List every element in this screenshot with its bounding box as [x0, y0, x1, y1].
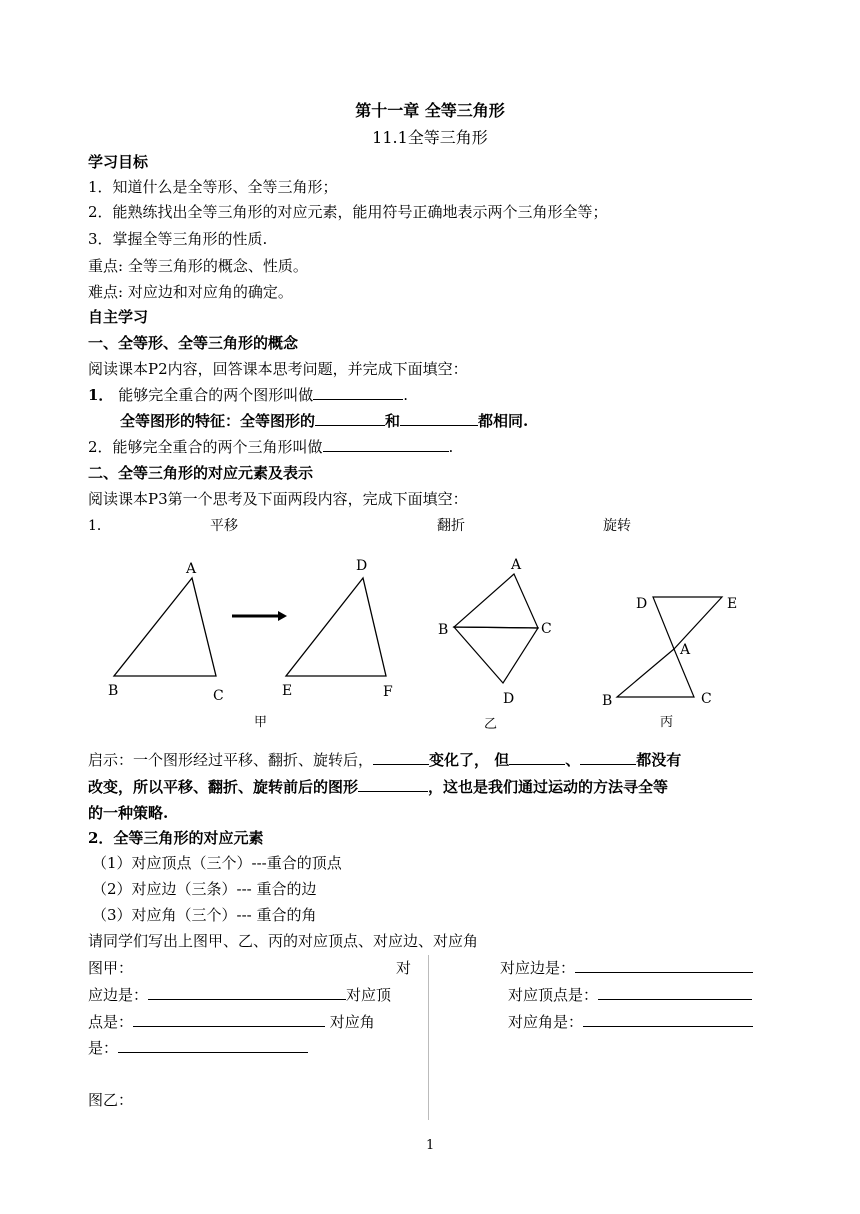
answer-blank-right-angles[interactable] [583, 1012, 753, 1027]
instruction: 请同学们写出上图甲、乙、丙的对应顶点、对应边、对应角 [88, 932, 479, 950]
vertex-label: D [503, 691, 515, 707]
answer-blank-jia-sides[interactable] [148, 985, 346, 1000]
vertex-label: A [511, 557, 522, 573]
chapter-title: 第十一章 全等三角形 [355, 101, 505, 120]
right-vertices [508, 985, 752, 1005]
hint-text-a: 启示：一个图形经过平移、翻折、旋转后， [88, 751, 374, 769]
question-2-end: . [448, 438, 454, 456]
answer-blank-feature-2[interactable] [400, 411, 478, 426]
answer-blank-right-sides[interactable] [575, 958, 753, 973]
question-1 [88, 385, 408, 405]
objective-item-1: 1．知道什么是全等形、全等三角形； [88, 178, 338, 196]
hint-line2-b: ，这也是我们通过运动的方法寻全等 [428, 778, 669, 796]
objective-item-3: 3．掌握全等三角形的性质. [88, 230, 268, 248]
part1-heading: 一、全等形、全等三角形的概念 [88, 334, 299, 352]
answer-blank-jia-angles[interactable] [118, 1038, 308, 1053]
label-translation: 平移 [210, 518, 238, 534]
hint-line-3: 的一种策略. [88, 804, 169, 822]
left-line-2 [88, 985, 391, 1005]
objective-item-2: 2．能熟练找出全等三角形的对应元素，能用符号正确地表示两个三角形全等； [88, 203, 608, 221]
left-line2-a: 应边是： [88, 986, 149, 1004]
answer-blank-jia-vertices[interactable] [133, 1012, 325, 1027]
vertex-label: B [438, 622, 449, 638]
column-divider [428, 955, 429, 1120]
answer-blank-feature-1[interactable] [315, 411, 385, 426]
vertex-label: A [186, 561, 197, 577]
triangle-def-jia [286, 578, 386, 676]
answer-blank-hint-3[interactable] [580, 750, 636, 765]
hint-line-2 [88, 777, 668, 797]
vertex-label: E [727, 596, 738, 612]
part2-heading: 二、全等三角形的对应元素及表示 [88, 464, 314, 482]
right-sides-label: 对应边是： [500, 959, 576, 977]
triangle-abc-jia [114, 578, 216, 676]
answer-blank-hint-1[interactable] [373, 750, 429, 765]
label-reflection: 翻折 [437, 518, 465, 534]
triangle-figures [0, 540, 860, 740]
question-2 [88, 437, 453, 457]
question-1-end: . [403, 386, 409, 404]
section-title: 11.1全等三角形 [372, 128, 488, 147]
hint-line2-a: 改变，所以平移、翻折、旋转前后的图形 [88, 778, 359, 796]
vertex-label: B [602, 693, 613, 709]
answer-blank-hint-4[interactable] [358, 777, 428, 792]
question-2-text: 2．能够完全重合的两个三角形叫做 [88, 438, 323, 456]
hint-text-d: 都没有 [636, 751, 682, 769]
vertex-label: C [701, 691, 712, 707]
triangle-dbc-yi [454, 627, 538, 683]
caption-bing: 丙 [660, 715, 674, 730]
left-line3-b: 对应角 [329, 1013, 375, 1031]
caption-jia: 甲 [254, 715, 268, 730]
right-angles-label: 对应角是： [508, 1013, 584, 1031]
triangle-abc-yi [454, 574, 538, 628]
answer-blank-1[interactable] [313, 385, 403, 400]
part2-intro: 阅读课本P3第一个思考及下面两段内容，完成下面填空： [88, 490, 468, 508]
left-line-3 [88, 1012, 375, 1032]
vertex-label: A [680, 642, 691, 658]
part3-heading: 2．全等三角形的对应元素 [88, 829, 264, 847]
feature-text-c: 都相同. [478, 412, 529, 430]
element-item-1: （1）对应顶点（三个）---重合的顶点 [92, 854, 342, 872]
difficult-point: 难点: 对应边和对应角的确定。 [88, 283, 293, 301]
vertex-label: D [636, 596, 648, 612]
vertex-label: C [541, 621, 552, 637]
fig-jia-label: 图甲： [88, 959, 134, 977]
left-line4-a: 是： [88, 1039, 119, 1057]
element-item-3: （3）对应角（三个）--- 重合的角 [92, 906, 317, 924]
question-1-text: 能够完全重合的两个图形叫做 [118, 386, 314, 404]
key-point: 重点: 全等三角形的概念、性质。 [88, 257, 308, 275]
label-rotation: 旋转 [603, 518, 631, 534]
self-study-heading: 自主学习 [88, 308, 149, 326]
hint-text-c: 、 [565, 751, 581, 769]
arrow-head-icon [278, 611, 287, 621]
vertex-label: C [213, 688, 224, 704]
part1-intro: 阅读课本P2内容，回答课本思考问题，并完成下面填空： [88, 360, 468, 378]
left-line2-b: 对应顶 [346, 986, 392, 1004]
page-number: 1 [426, 1138, 435, 1153]
answer-blank-right-vertices[interactable] [598, 985, 752, 1000]
answer-blank-hint-2[interactable] [509, 750, 565, 765]
figure-number: 1． [88, 518, 111, 534]
dui-text: 对 [396, 959, 412, 977]
feature-text-b: 和 [385, 412, 401, 430]
vertex-label: B [108, 683, 119, 699]
element-item-2: （2）对应边（三条）--- 重合的边 [92, 880, 317, 898]
right-sides [500, 958, 753, 978]
left-line-4 [88, 1038, 308, 1058]
vertex-label: E [282, 683, 293, 699]
caption-yi: 乙 [484, 717, 498, 732]
feature-line [120, 411, 528, 431]
feature-text-a: 全等图形的特征：全等图形的 [120, 412, 316, 430]
question-1-number: 1． [88, 386, 114, 404]
right-angles [508, 1012, 753, 1032]
right-vertices-label: 对应顶点是： [508, 986, 599, 1004]
hint-text-b: 变化了， 但 [429, 751, 510, 769]
objectives-heading: 学习目标 [88, 153, 149, 171]
left-line3-a: 点是： [88, 1013, 134, 1031]
fig-yi-label: 图乙： [88, 1091, 134, 1109]
hint-line-1 [88, 750, 681, 770]
vertex-label: D [356, 558, 368, 574]
answer-blank-2[interactable] [323, 437, 449, 452]
vertex-label: F [383, 684, 393, 700]
